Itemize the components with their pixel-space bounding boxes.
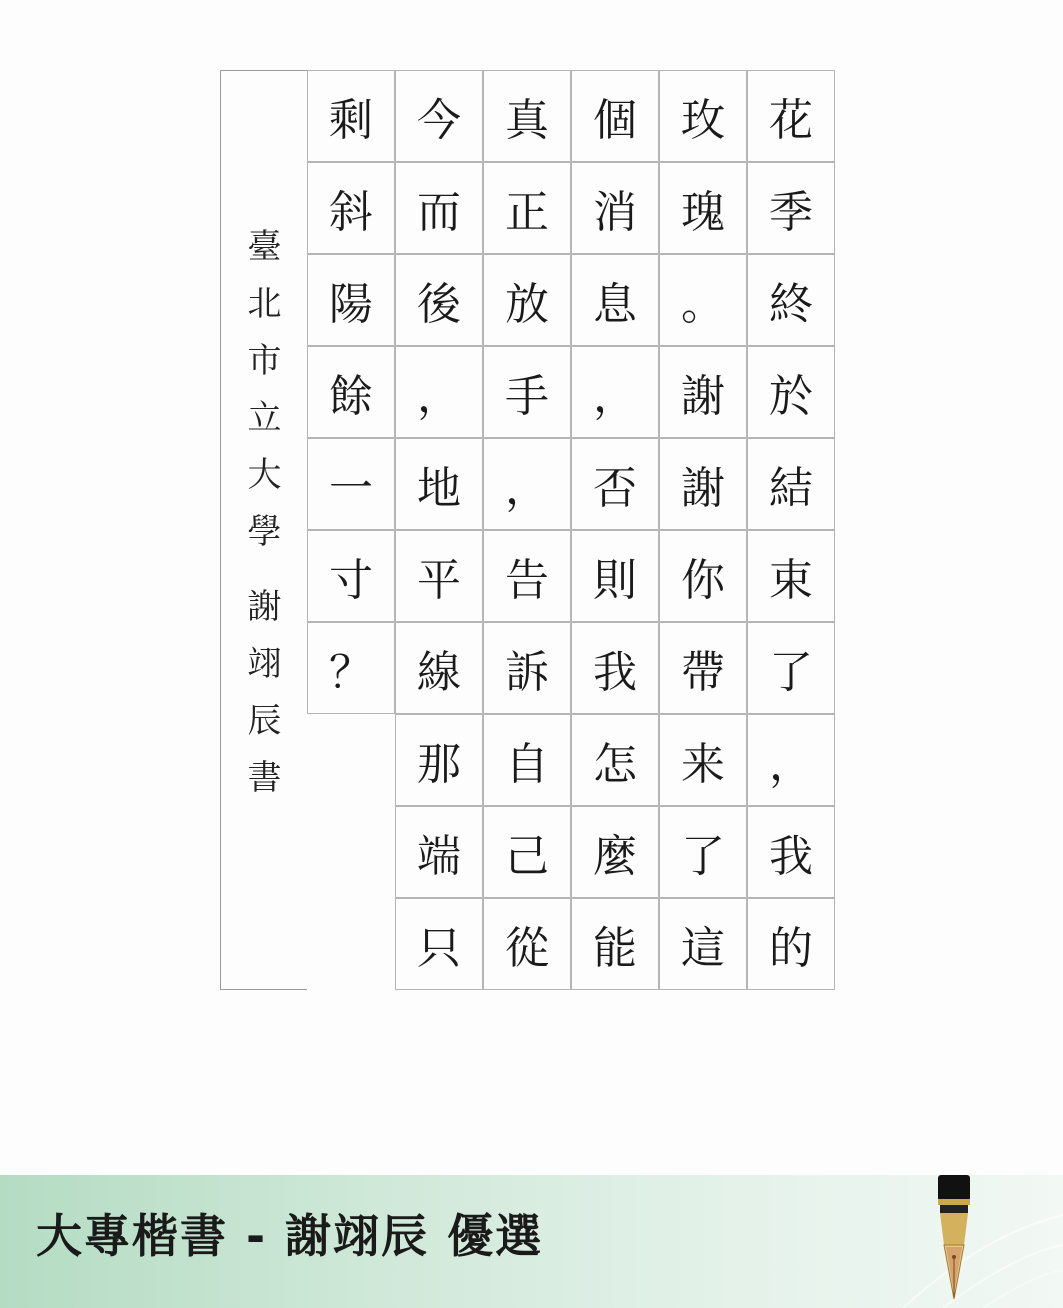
fountain-pen-icon — [930, 1175, 978, 1300]
grid-cell: 我 — [571, 622, 659, 714]
grid-cell: 消 — [571, 162, 659, 254]
grid-cell: 季 — [747, 162, 835, 254]
grid-cell: 餘 — [307, 346, 395, 438]
grid-cell: ， — [395, 346, 483, 438]
grid-cell: 能 — [571, 898, 659, 990]
grid-cell: 於 — [747, 346, 835, 438]
signature-char: 翊 — [247, 644, 282, 684]
grid-cell: 今 — [395, 70, 483, 162]
grid-cell: 你 — [659, 530, 747, 622]
grid-cell: 後 — [395, 254, 483, 346]
grid-cell: 謝 — [659, 438, 747, 530]
signature-char: 立 — [247, 398, 282, 438]
grid-cell: 一 — [307, 438, 395, 530]
grid-cell: 自 — [483, 714, 571, 806]
grid-cell: 謝 — [659, 346, 747, 438]
grid-cell: 了 — [747, 622, 835, 714]
signature-char: 謝 — [247, 587, 282, 627]
grid-cell: 線 — [395, 622, 483, 714]
grid-cell: 而 — [395, 162, 483, 254]
grid-cell: ， — [571, 346, 659, 438]
grid-cell: 束 — [747, 530, 835, 622]
grid-cell: ， — [747, 714, 835, 806]
grid-cell: 我 — [747, 806, 835, 898]
signature-char: 辰 — [247, 701, 282, 741]
grid-cell: 玫 — [659, 70, 747, 162]
writing-grid — [307, 70, 835, 990]
grid-cell: 結 — [747, 438, 835, 530]
grid-cell: 則 — [571, 530, 659, 622]
signature-char: 大 — [247, 455, 282, 495]
grid-cell: 手 — [483, 346, 571, 438]
signature-column — [220, 70, 307, 990]
grid-cell: 端 — [395, 806, 483, 898]
grid-cell: 正 — [483, 162, 571, 254]
grid-cell: 這 — [659, 898, 747, 990]
grid-cell: 個 — [571, 70, 659, 162]
grid-cell: 。 — [659, 254, 747, 346]
grid-cell: 花 — [747, 70, 835, 162]
grid-cell: ？ — [307, 622, 395, 714]
grid-cell: 了 — [659, 806, 747, 898]
grid-cell: 放 — [483, 254, 571, 346]
grid-cell: 怎 — [571, 714, 659, 806]
grid-cell: 告 — [483, 530, 571, 622]
grid-cell: 只 — [395, 898, 483, 990]
grid-cell: 的 — [747, 898, 835, 990]
grid-cell: 平 — [395, 530, 483, 622]
signature-char: 市 — [247, 341, 282, 381]
grid-cell: 終 — [747, 254, 835, 346]
award-banner — [0, 1175, 1063, 1308]
grid-cell: 從 — [483, 898, 571, 990]
signature-char: 北 — [247, 284, 282, 324]
signature-char: 書 — [247, 758, 282, 798]
grid-cell: 寸 — [307, 530, 395, 622]
grid-cell: 剩 — [307, 70, 395, 162]
banner-title: 大專楷書 - 謝翊辰 優選 — [36, 1209, 544, 1263]
signature-char: 學 — [247, 512, 282, 552]
grid-cell: 麼 — [571, 806, 659, 898]
grid-cell: 地 — [395, 438, 483, 530]
grid-cell: 那 — [395, 714, 483, 806]
grid-cell: 真 — [483, 70, 571, 162]
signature-text — [221, 219, 308, 807]
grid-cell: 陽 — [307, 254, 395, 346]
grid-cell: 訴 — [483, 622, 571, 714]
grid-cell: 斜 — [307, 162, 395, 254]
grid-cell: 瑰 — [659, 162, 747, 254]
signature-char: 臺 — [247, 227, 282, 267]
grid-cell: 来 — [659, 714, 747, 806]
grid-cell: ， — [483, 438, 571, 530]
grid-cell: 己 — [483, 806, 571, 898]
grid-cell: 息 — [571, 254, 659, 346]
grid-cell: 帶 — [659, 622, 747, 714]
grid-cell: 否 — [571, 438, 659, 530]
